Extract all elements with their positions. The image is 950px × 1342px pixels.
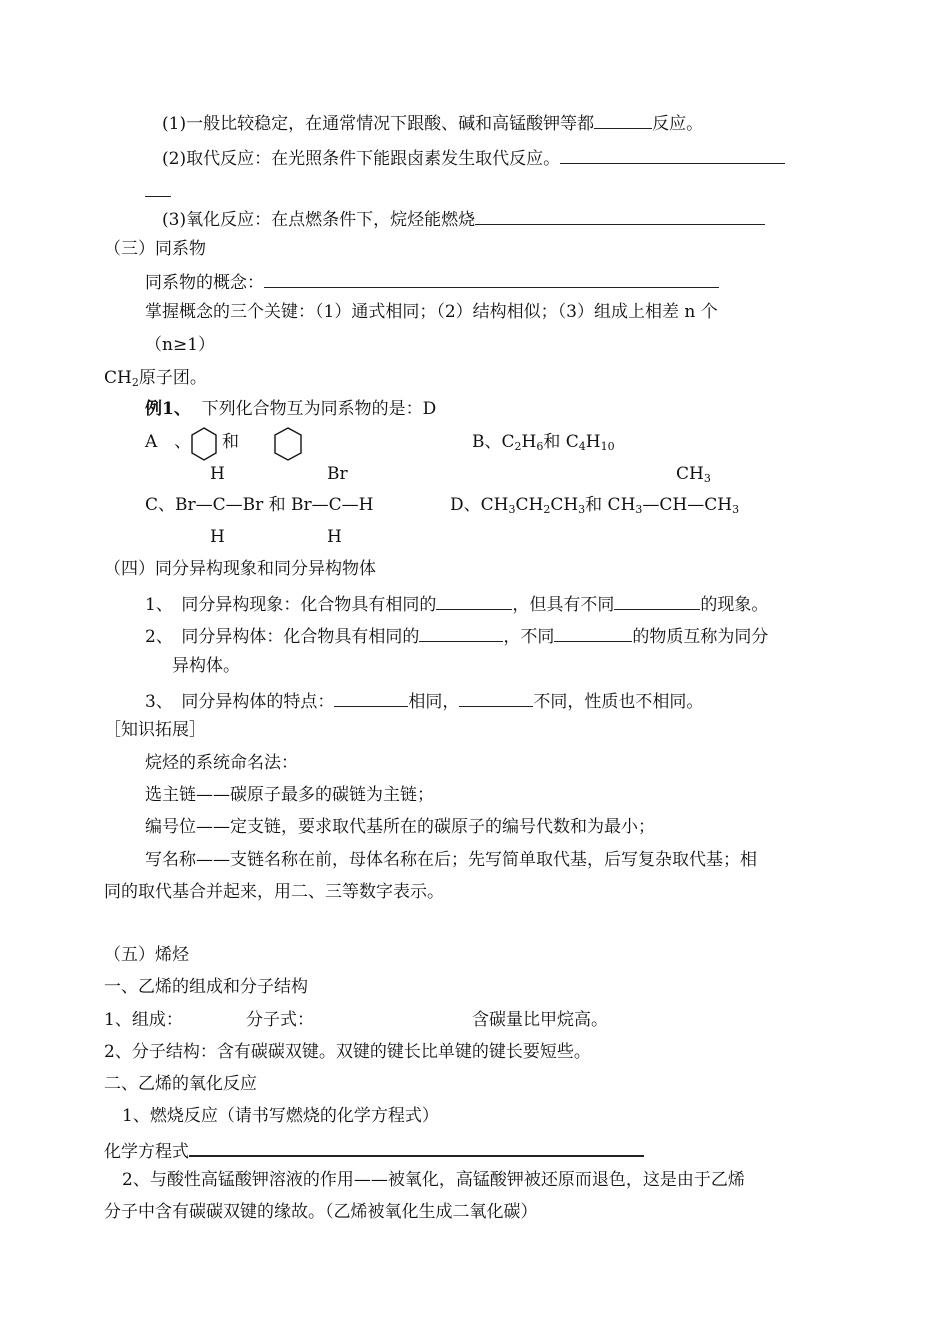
kmno4-reaction: 2、与酸性高锰酸钾溶液的作用——被氧化，高锰酸钾被还原而退色，这是由于乙烯 — [122, 1170, 745, 1190]
atom-h-lower: H — [210, 527, 225, 547]
naming-write: 写名称——支链名称在前，母体名称在后；先写简单取代基，后写复杂取代基；相 — [145, 850, 757, 870]
cyclohexane-ring-icon — [190, 426, 218, 462]
naming-write-cont: 同的取代基合并起来，用二、三等数字表示。 — [104, 882, 444, 902]
three-keys: 掌握概念的三个关键：（1）通式相同；（2）结构相似；（3）组成上相差 n 个 — [145, 302, 718, 322]
line-oxidation: (3)氧化反应：在点燃条件下，烷烃能燃烧 — [162, 206, 765, 231]
blank-field[interactable] — [554, 623, 632, 642]
blank-field[interactable] — [475, 206, 765, 225]
blank-field[interactable] — [594, 110, 652, 129]
option-d: D、$CH_3CH_2CH_3$和 $CH_3—CH—CH_3$ — [450, 495, 740, 516]
option-b: B、$C_2H_6$和 $C_4H_{10}$ — [472, 432, 615, 453]
equation-line: 化学方程式 — [104, 1137, 644, 1163]
blank-field[interactable] — [419, 623, 503, 642]
line-substitution: (2)取代反应：在光照条件下能跟卤素发生取代反应。 — [162, 145, 785, 170]
molecular-formula: 分子式： — [246, 1010, 314, 1030]
blank-field[interactable] — [614, 591, 700, 610]
n-condition: （n≥1） — [145, 335, 216, 355]
blank-field[interactable] — [560, 145, 785, 164]
blank-field[interactable] — [334, 688, 408, 707]
ch2-group: $CH_2$原子团。 — [104, 368, 207, 389]
section-3-heading: （三）同系物 — [104, 239, 206, 259]
homolog-concept: 同系物的概念： — [145, 269, 719, 294]
isomer-phenomenon: 1、 同分异构现象：化合物具有相同的 ，但具有不同 的现象。 — [145, 591, 768, 616]
ethylene-structure-heading: 一、乙烯的组成和分子结构 — [104, 977, 308, 997]
naming-numbering: 编号位——定支链，要求取代基所在的碳原子的编号代数和为最小； — [145, 817, 655, 837]
section-4-heading: （四）同分异构现象和同分异构物体 — [104, 559, 376, 579]
molecular-structure: 2、分子结构：含有碳碳双键。双键的键长比单键的键长要短些。 — [104, 1042, 591, 1062]
ethylene-oxidation-heading: 二、乙烯的氧化反应 — [104, 1074, 257, 1094]
atom-h-upper: H — [210, 464, 225, 484]
option-a-and: 和 — [222, 432, 239, 452]
line-stable: (1)一般比较稳定，在通常情况下跟酸、碱和高锰酸钾等都 反应。 — [162, 110, 703, 135]
isomer-definition: 2、 同分异构体：化合物具有相同的 ，不同 的物质互称为同分 — [145, 623, 768, 648]
ethylene-composition: 1、组成： — [104, 1010, 183, 1030]
blank-field[interactable] — [459, 688, 533, 707]
methyl-branch: $CH_3$ — [676, 464, 711, 485]
isomer-definition-cont: 异构体。 — [172, 656, 240, 676]
atom-h-lower: H — [327, 527, 342, 547]
kmno4-reaction-cont: 分子中含有碳碳双键的缘故。（乙烯被氧化生成二氧化碳） — [104, 1202, 538, 1222]
blank-field[interactable] — [145, 178, 171, 197]
isomer-features: 3、 同分异构体的特点： 相同， 不同，性质也不相同。 — [145, 688, 703, 713]
atom-br-upper: Br — [327, 464, 348, 484]
naming-main-chain: 选主链——碳原子最多的碳链为主链； — [145, 785, 434, 805]
naming-title: 烷烃的系统命名法： — [145, 753, 298, 773]
equation-blank[interactable] — [189, 1137, 644, 1157]
example-1: 例1、 下列化合物互为同系物的是：D — [145, 399, 437, 419]
blank-field[interactable] — [436, 591, 512, 610]
section-5-heading: （五）烯烃 — [104, 945, 189, 965]
option-a-label: A 、 — [145, 432, 192, 452]
knowledge-extension: ［知识拓展］ — [104, 720, 206, 740]
option-c: C、Br—C—Br 和 Br—C—H — [145, 495, 374, 515]
cyclohexane-ring-icon — [273, 426, 303, 462]
carbon-content: 含碳量比甲烷高。 — [472, 1010, 608, 1030]
combustion-reaction: 1、燃烧反应（请书写燃烧的化学方程式） — [122, 1106, 439, 1126]
blank-field[interactable] — [264, 269, 719, 288]
line-substitution-cont — [145, 178, 171, 203]
